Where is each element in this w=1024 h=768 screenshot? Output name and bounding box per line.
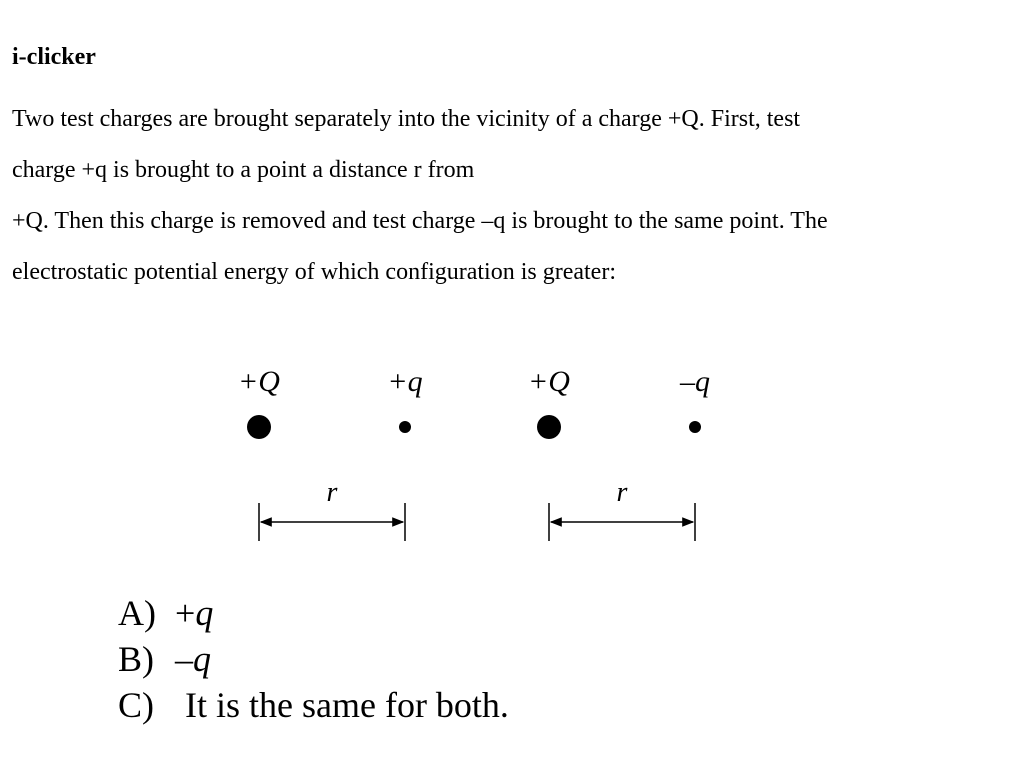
question-line-2: charge +q is brought to a point a distance r from — [12, 157, 475, 183]
answer-text: It is the same for both. — [185, 685, 509, 725]
answer-option-a[interactable] — [118, 590, 509, 636]
answer-variable: q — [195, 593, 214, 633]
distance-label: r — [616, 477, 628, 508]
answer-choices — [118, 590, 509, 728]
source-charge — [537, 415, 561, 439]
slide-heading: i-clicker — [12, 44, 96, 70]
source-charge-label: +Q — [238, 365, 280, 398]
answer-letter: B) — [118, 639, 154, 679]
distance-label: r — [326, 477, 338, 508]
answer-option-b[interactable] — [118, 636, 509, 682]
answer-sign: + — [175, 593, 196, 633]
answer-option-c[interactable] — [118, 682, 509, 728]
charge-configuration-diagram — [0, 355, 1024, 555]
test-charge — [689, 421, 701, 433]
question-text — [12, 94, 1012, 298]
configuration-negative-test-charge — [528, 365, 710, 541]
answer-letter: C) — [118, 685, 154, 725]
source-charge-label: +Q — [528, 365, 570, 398]
source-charge — [247, 415, 271, 439]
test-charge-label: –q — [680, 365, 710, 398]
question-line-4: electrostatic potential energy of which configuration is greater: — [12, 259, 616, 285]
answer-sign: – — [175, 639, 193, 679]
configuration-positive-test-charge — [238, 365, 423, 541]
test-charge — [399, 421, 411, 433]
test-charge-label: +q — [387, 365, 423, 398]
answer-letter: A) — [118, 593, 156, 633]
question-line-1: Two test charges are brought separately into the vicinity of a charge +Q. First, test — [12, 106, 801, 132]
question-line-3: +Q. Then this charge is removed and test charge –q is brought to the same point. The — [12, 208, 828, 234]
answer-variable: q — [193, 639, 211, 679]
